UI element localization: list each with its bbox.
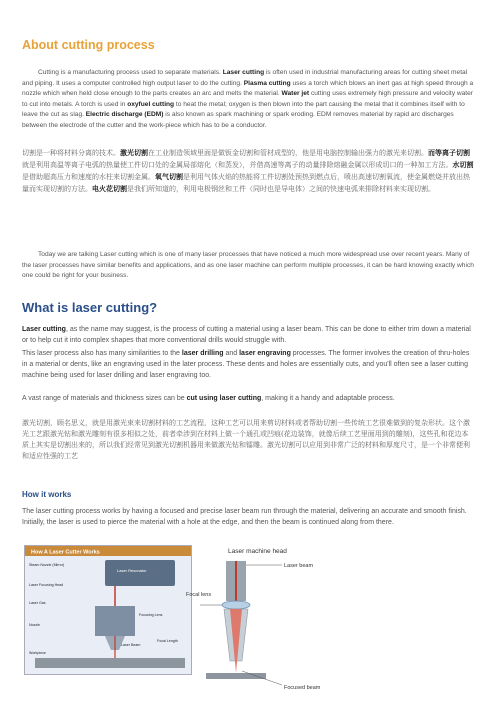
- diagram-title: How A Laser Cutter Works: [31, 549, 100, 556]
- label-laser-machine-head: Laser machine head: [228, 548, 287, 555]
- label-focal-lens: Focal lens: [186, 592, 212, 598]
- label-laser-resonator: Laser Resonator: [117, 568, 147, 573]
- label-laser-beam: Laser beam: [284, 563, 314, 569]
- laser-machine-head-drawing: [186, 543, 486, 693]
- label-focal-length: Focal Length: [157, 639, 178, 643]
- label-focusing-head: Laser Focusing Head: [29, 583, 64, 587]
- paragraph-laser-cutting-chinese: 激光切割，顾名思义，就是用激光束来切割材料的工艺流程，这种工艺可以用来剪切材料或者帮助切割一些传统工艺很难做到的复杂形状。这个激光工艺跟激光钻和激光雕刻有很多相似之处，前者牵涉到在材料上做一个通孔或凹痕(花边装饰，就像后续工艺里面用到的雕刻)，这些孔和花边本质上其实是切割出来的，所以我们经常见到激光切割机器用来做激光钻和镭雕。激光切割可以应用到非常广泛的材料和厚度尺寸，是一个非常便利和适应性强的工艺: [22, 419, 470, 460]
- paragraph-materials: A vast range of materials and thickness sizes can be cut using laser cutting, making it a handy and adaptable process.: [22, 395, 395, 402]
- paragraph-cutting-intro-chinese: 切割是一种将材料分离的技术。激光切割在工业制造领域里面是做钣金切割和管材成型的，他是用电脑控制输出强力的激光来切割。而等离子切割就是利用高温等离子电弧的热量使工件切口处的金属局部熔化（和蒸发），并借高速等离子的动量排除熔融金属以形成切口的一种加工方法。水切割是借助超高压力和速度的水柱来切割金属。氧气切割是利用气体火焰的热能将工件切割处预热到燃点后，喷出高速切割氧流，使金属燃烧并放出热量而实现切割的方法。电火花切割是我们所知道的，利用电极钢丝和工件（同时也是导电体）之间的快速电弧来排除材料来实现切割。: [22, 148, 474, 193]
- label-laser-beam: Laser Beam: [121, 643, 141, 647]
- label-steam-nozzle: Steam Nozzle (Mirror): [29, 563, 65, 567]
- focusing-head-body: [95, 606, 135, 636]
- paragraph-today: Today we are talking Laser cutting which is one of many laser processes that have noticed a much more widespread use over recent years. Many of the laser processes have similar benefits and applications, and as one laser machine can perform multiple processes, it can be hard knowing exactly which one could be right for your business.: [22, 251, 474, 279]
- paragraph-how-it-works: The laser cutting process works by having a focused and precise laser beam run through the material, delivering an accurate and smooth finish. Initially, the laser is used to pierce the material with a hole at the edge, and then the beam is continued along from there.: [22, 508, 467, 526]
- paragraph-laser-similarities: This laser process also has many similarities to the laser drilling and laser engraving processes. The former involves the creation of thru-holes in a material or dents, like an engraving used in the later process. These dents and holes are essentially cuts, and you'll often see a laser cutting machine being used for laser drilling and laser engraving too.: [22, 350, 470, 379]
- workpiece-block: [35, 658, 185, 668]
- label-focusing-lens: Focusing Lens: [139, 613, 163, 617]
- laser-resonator-box: [105, 560, 175, 586]
- section-heading-how-it-works: How it works: [22, 490, 72, 499]
- laser-machine-head-figure: [186, 543, 486, 693]
- section-heading-about: About cutting process: [22, 38, 155, 52]
- paragraph-laser-cutting-definition: Laser cutting, as the name may suggest, is the process of cutting a material using a laser beam. This can be done to either trim down a material or to help cut it into complex shapes that more conventional drills would struggle with.: [22, 326, 471, 344]
- label-workpiece: Workpiece: [29, 651, 46, 655]
- label-focused-beam: Focused beam: [284, 685, 321, 691]
- laser-cutter-diagram-drawing: [25, 546, 191, 674]
- laser-cutter-diagram: [24, 545, 192, 675]
- focal-lens-shape: [222, 601, 250, 609]
- section-heading-what-is-laser-cutting: What is laser cutting?: [22, 300, 158, 315]
- label-laser-gas: Laser Gas: [29, 601, 46, 605]
- paragraph-cutting-intro: Cutting is a manufacturing process used to separate materials. Laser cutting is often used in industrial manufacturing areas for cutting sheet metal and piping. It uses a computer controlled high output laser to do the cutting. Plasma cutting uses a torch which blows an inert gas at high speed through a nozzle which when held close enough to the parts creates an arc and melts the material. Water jet cutting uses extremely high pressure and velocity water to cut into metals. A torch is used in oxyfuel cutting to heat the metal; oxygen is then blown into the part causing the metal that it combines itself with to leave the cut as slag. Electric discharge (EDM) is also known as spark machining or spark eroding. EDM removes material by rapid arc discharges between the electrode of the cutter and the work-piece which has to be a conductor.: [22, 69, 474, 129]
- label-nozzle: Nozzle: [29, 623, 40, 627]
